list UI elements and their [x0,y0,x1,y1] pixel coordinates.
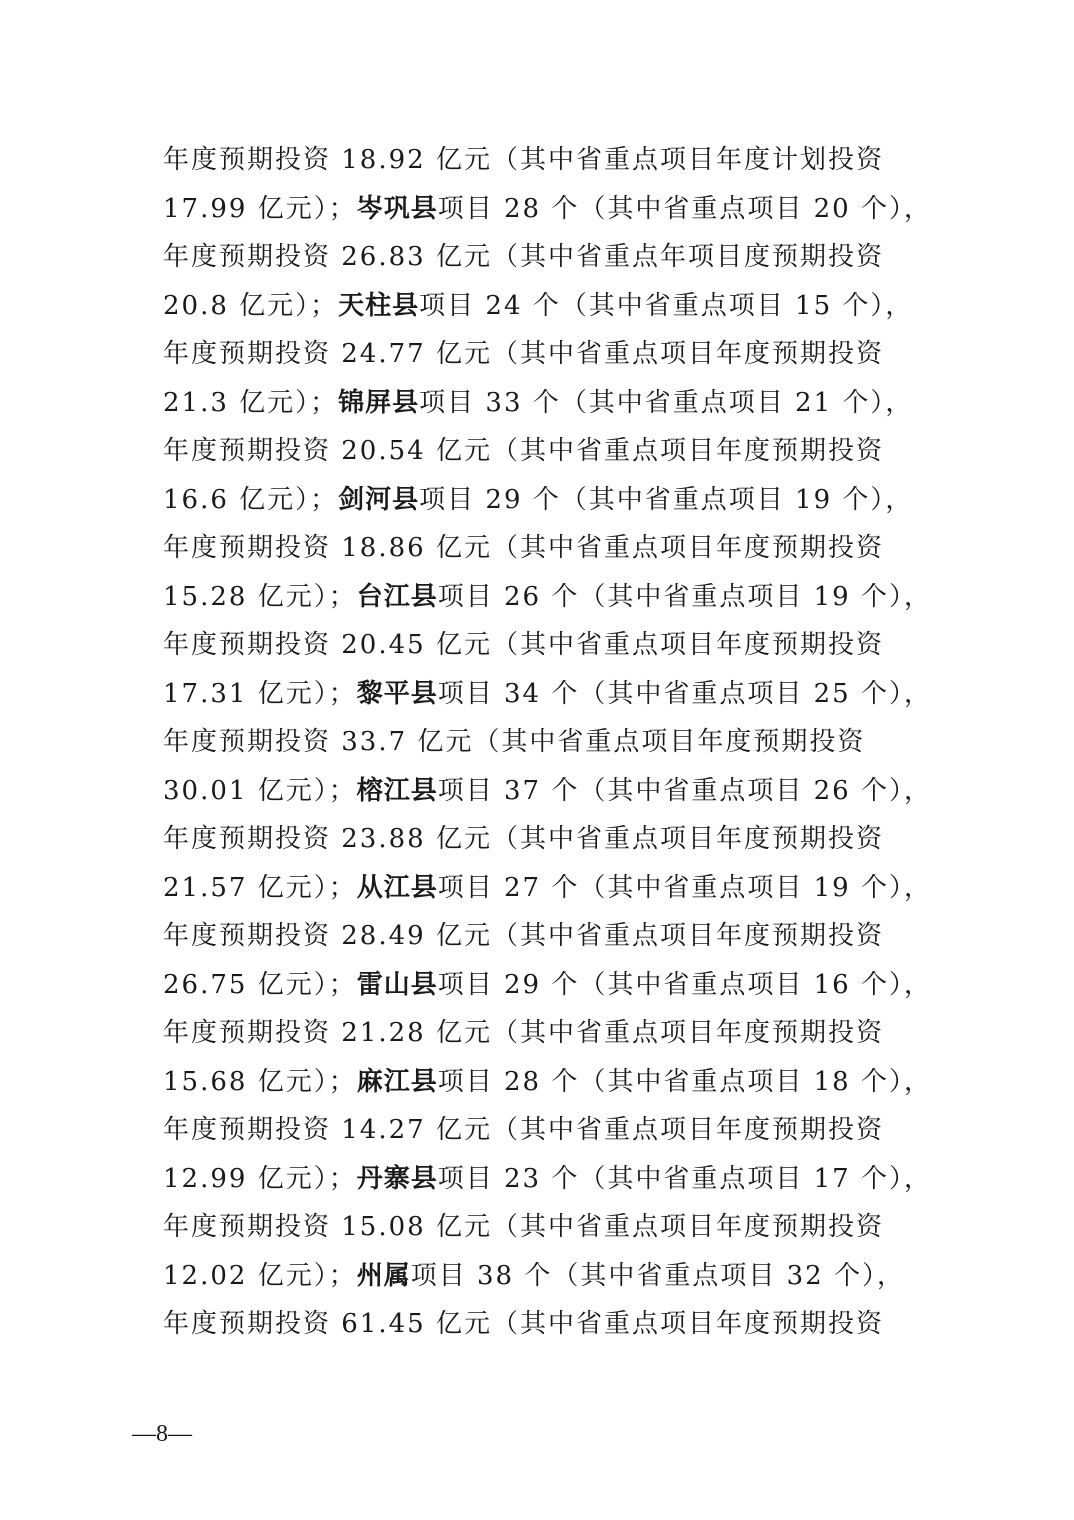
line-text: 年度预期投资 18.86 亿元（其中省重点项目年度预期投资 [163,533,884,563]
line-text: 项目 28 个（其中省重点项目 18 个）， [437,1066,932,1097]
county-name: 丹寨县 [356,1163,438,1194]
line-text: 20.8 亿元）； [163,290,339,321]
county-name: 州属 [356,1260,411,1291]
line-text: 21.3 亿元）； [163,387,339,418]
text-line [163,815,923,864]
line-text: 项目 29 个（其中省重点项目 16 个）， [437,969,932,1000]
text-line [163,961,932,1010]
line-text: 项目 28 个（其中省重点项目 20 个）， [437,193,932,224]
line-text: 年度预期投资 28.49 亿元（其中省重点项目年度预期投资 [163,921,884,951]
text-line [163,1155,932,1204]
text-line [163,1106,923,1155]
line-text: 年度预期投资 24.77 亿元（其中省重点项目年度预期投资 [163,339,884,369]
text-line [163,185,932,234]
county-name: 锦屏县 [338,387,420,418]
page-number: —8— [132,1421,192,1447]
text-line [163,573,932,622]
text-line [163,233,923,282]
text-line [163,1009,923,1058]
text-line [163,427,923,476]
line-text: 项目 24 个（其中省重点项目 15 个）， [419,290,914,321]
text-line [163,330,923,379]
county-name: 天柱县 [338,290,420,321]
line-text: 年度预期投资 23.88 亿元（其中省重点项目年度预期投资 [163,824,884,854]
line-text: 项目 26 个（其中省重点项目 19 个）， [437,581,932,612]
line-text: 项目 23 个（其中省重点项目 17 个）， [437,1163,932,1194]
line-text: 15.68 亿元）； [163,1066,357,1097]
line-text: 年度预期投资 20.45 亿元（其中省重点项目年度预期投资 [163,630,884,660]
text-line [163,1203,923,1252]
county-name: 从江县 [356,872,438,903]
line-text: 16.6 亿元）； [163,484,339,515]
county-name: 雷山县 [356,969,438,1000]
text-line [163,1058,932,1107]
line-text: 项目 37 个（其中省重点项目 26 个）， [437,775,932,806]
text-line [163,718,923,767]
line-text: 年度预期投资 21.28 亿元（其中省重点项目年度预期投资 [163,1018,884,1048]
text-line [163,670,932,719]
text-line [163,864,932,913]
line-text: 项目 34 个（其中省重点项目 25 个）， [437,678,932,709]
line-text: 15.28 亿元）； [163,581,357,612]
line-text: 30.01 亿元）； [163,775,357,806]
text-line [163,476,923,525]
line-text: 17.31 亿元）； [163,678,357,709]
text-line [163,621,923,670]
line-text: 项目 29 个（其中省重点项目 19 个）， [419,484,914,515]
line-text: 年度预期投资 61.45 亿元（其中省重点项目年度预期投资 [163,1309,884,1339]
line-text: 年度预期投资 18.92 亿元（其中省重点项目年度计划投资 [163,145,884,175]
line-text: 12.02 亿元）； [163,1260,357,1291]
county-name: 岑巩县 [356,193,438,224]
county-name: 台江县 [356,581,438,612]
line-text: 12.99 亿元）； [163,1163,357,1194]
text-line [163,524,923,573]
text-line [163,1252,923,1301]
body-text [163,136,932,1349]
text-line [163,1300,923,1349]
line-text: 项目 33 个（其中省重点项目 21 个）， [419,387,914,418]
line-text: 年度预期投资 14.27 亿元（其中省重点项目年度预期投资 [163,1115,884,1145]
county-name: 麻江县 [356,1066,438,1097]
county-name: 榕江县 [356,775,438,806]
line-text: 21.57 亿元）； [163,872,357,903]
line-text: 年度预期投资 15.08 亿元（其中省重点项目年度预期投资 [163,1212,884,1242]
text-line [163,912,923,961]
line-text: 年度预期投资 33.7 亿元（其中省重点项目年度预期投资 [163,727,866,757]
text-line [163,136,923,185]
line-text: 26.75 亿元）； [163,969,357,1000]
line-text: 项目 27 个（其中省重点项目 19 个）， [437,872,932,903]
line-text: 项目 38 个（其中省重点项目 32 个）， [410,1260,905,1291]
line-text: 年度预期投资 26.83 亿元（其中省重点年项目度预期投资 [163,242,884,272]
text-line [163,282,923,331]
line-text: 17.99 亿元）； [163,193,357,224]
line-text: 年度预期投资 20.54 亿元（其中省重点项目年度预期投资 [163,436,884,466]
text-line [163,767,932,816]
county-name: 剑河县 [338,484,420,515]
text-line [163,379,923,428]
county-name: 黎平县 [356,678,438,709]
